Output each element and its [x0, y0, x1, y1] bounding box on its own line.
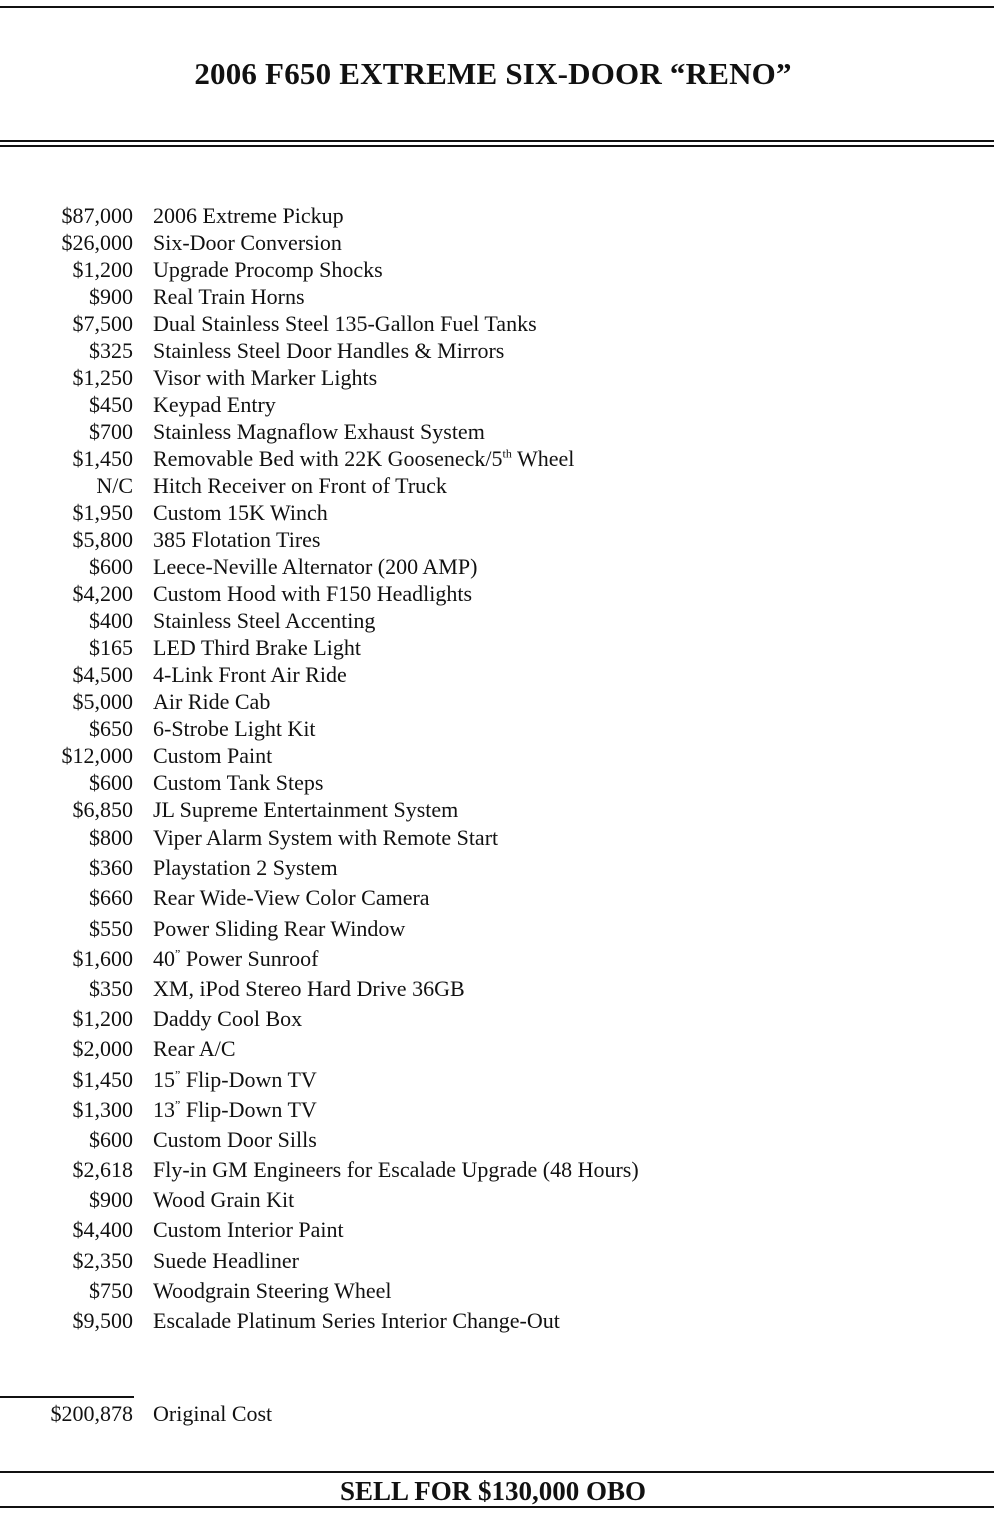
title-underline-upper [0, 140, 994, 142]
list-item [0, 688, 1000, 715]
item-price: $1,200 [72, 1006, 133, 1032]
list-item [0, 1306, 1000, 1336]
item-description [153, 974, 465, 1004]
item-price: $660 [89, 885, 133, 911]
list-item [0, 1065, 1000, 1095]
list-item [0, 742, 1000, 769]
item-description [153, 769, 323, 796]
list-item [0, 202, 1000, 229]
item-price: $2,618 [72, 1157, 133, 1183]
item-description-text: 385 Flotation Tires [153, 527, 321, 552]
item-description [153, 337, 504, 364]
item-price: $600 [89, 554, 133, 579]
item-price: $87,000 [61, 203, 133, 228]
item-description-text: 4-Link Front Air Ride [153, 662, 347, 687]
list-item [0, 472, 1000, 499]
item-description-text: 15 [153, 1066, 175, 1092]
item-price: $4,500 [72, 662, 133, 687]
list-item [0, 418, 1000, 445]
list-item [0, 914, 1000, 944]
item-price: $5,000 [72, 689, 133, 714]
item-price: $1,450 [72, 1066, 133, 1092]
list-item [0, 607, 1000, 634]
list-item [0, 715, 1000, 742]
list-item [0, 526, 1000, 553]
item-description-text: Fly-in GM Engineers for Escalade Upgrade (48 Hours) [153, 1157, 639, 1183]
item-description-text: Daddy Cool Box [153, 1006, 303, 1032]
list-item [0, 823, 1000, 853]
total-label: Original Cost [153, 1401, 273, 1426]
item-description-text: Custom Door Sills [153, 1126, 317, 1152]
top-border-line [0, 6, 994, 8]
item-price: $800 [89, 825, 133, 850]
item-price: $1,200 [72, 257, 133, 282]
item-description [153, 1306, 560, 1336]
item-description [153, 796, 458, 823]
list-item [0, 1095, 1000, 1125]
item-description-superscript: ” [175, 1097, 181, 1112]
item-description [153, 883, 430, 913]
item-description [153, 1065, 317, 1095]
item-description [153, 1125, 317, 1155]
item-description [153, 853, 338, 883]
list-item [0, 853, 1000, 883]
item-price: $12,000 [61, 743, 133, 768]
item-description-superscript: th [502, 446, 512, 461]
item-price: $9,500 [72, 1308, 133, 1333]
item-description-text: Real Train Horns [153, 284, 305, 309]
list-item [0, 553, 1000, 580]
item-description-text: Six-Door Conversion [153, 230, 342, 255]
list-item [0, 364, 1000, 391]
list-item [0, 1185, 1000, 1215]
item-description-text: Suede Headliner [153, 1247, 299, 1273]
list-item [0, 229, 1000, 256]
list-item [0, 256, 1000, 283]
item-description-text: Escalade Platinum Series Interior Change-Out [153, 1308, 560, 1333]
item-description-text: Leece-Neville Alternator (200 AMP) [153, 554, 478, 579]
item-description [153, 715, 316, 742]
item-price: $7,500 [72, 311, 133, 336]
item-price: $2,000 [72, 1036, 133, 1062]
list-item [0, 661, 1000, 688]
item-description-text: Keypad Entry [153, 392, 276, 417]
list-item [0, 1276, 1000, 1306]
item-description-text: Custom Hood with F150 Headlights [153, 581, 473, 606]
list-item [0, 634, 1000, 661]
item-description [153, 391, 276, 418]
item-description [153, 499, 328, 526]
item-description [153, 914, 405, 944]
item-description-text: Custom 15K Winch [153, 500, 328, 525]
item-price: $900 [89, 1187, 133, 1213]
item-price: $1,250 [72, 365, 133, 390]
item-description [153, 1004, 302, 1034]
sale-price-banner: SELL FOR $130,000 OBO [339, 1476, 647, 1506]
item-description [153, 283, 305, 310]
item-price: $1,600 [72, 945, 133, 971]
item-description [153, 688, 270, 715]
item-description-text: Rear Wide-View Color Camera [153, 885, 430, 911]
item-price: $650 [89, 716, 133, 741]
item-price: $4,400 [72, 1217, 133, 1243]
item-price: $450 [89, 392, 133, 417]
item-price: $700 [89, 419, 133, 444]
item-price: $750 [89, 1277, 133, 1303]
item-price: $350 [89, 975, 133, 1001]
item-description [153, 1185, 294, 1215]
item-price: $550 [89, 915, 133, 941]
item-description-text: Power Sliding Rear Window [153, 915, 406, 941]
item-price: $165 [89, 635, 133, 660]
item-description-text: Viper Alarm System with Remote Start [153, 825, 499, 850]
item-description-text: 40 [153, 945, 175, 971]
item-price: $900 [89, 284, 133, 309]
item-description-text: Stainless Magnaflow Exhaust System [153, 419, 485, 444]
item-price: N/C [96, 473, 133, 498]
item-description-text: XM, iPod Stereo Hard Drive 36GB [153, 975, 465, 1001]
list-item [0, 769, 1000, 796]
item-description [153, 661, 347, 688]
item-description-text: JL Supreme Entertainment System [153, 797, 459, 822]
item-description [153, 1155, 639, 1185]
document-title: 2006 F650 EXTREME SIX-DOOR “RENO” [194, 56, 792, 91]
item-description-text: Visor with Marker Lights [153, 365, 378, 390]
item-description-suffix: Flip-Down TV [180, 1066, 317, 1092]
item-price: $325 [89, 338, 133, 363]
item-price: $2,350 [72, 1247, 133, 1273]
item-description [153, 634, 361, 661]
item-description-superscript: ” [175, 1067, 181, 1082]
total-price: $200,878 [50, 1401, 133, 1426]
item-price: $6,850 [72, 797, 133, 822]
item-price: $1,450 [72, 446, 133, 471]
price-list [0, 202, 1000, 1336]
item-price: $26,000 [61, 230, 133, 255]
item-description-text: Air Ride Cab [153, 689, 271, 714]
item-description [153, 472, 447, 499]
list-item [0, 1034, 1000, 1064]
item-description-text: Custom Paint [153, 743, 273, 768]
total-row [0, 1400, 1000, 1427]
list-item [0, 337, 1000, 364]
item-price: $4,200 [72, 581, 133, 606]
list-item [0, 796, 1000, 823]
item-description [153, 580, 472, 607]
list-item [0, 883, 1000, 913]
item-description-text: Dual Stainless Steel 135-Gallon Fuel Tanks [153, 311, 537, 336]
list-item [0, 1246, 1000, 1276]
item-description-text: Woodgrain Steering Wheel [153, 1277, 392, 1303]
item-description-text: LED Third Brake Light [153, 635, 361, 660]
item-description-text: Stainless Steel Door Handles & Mirrors [153, 338, 505, 363]
item-description [153, 526, 320, 553]
item-description-text: Removable Bed with 22K Gooseneck/5 [153, 446, 503, 471]
item-description [153, 553, 477, 580]
item-price: $600 [89, 770, 133, 795]
footer-rule-lower [0, 1506, 994, 1508]
item-price: $1,950 [72, 500, 133, 525]
item-description [153, 364, 377, 391]
item-description [153, 1246, 299, 1276]
list-item [0, 1215, 1000, 1245]
item-description-text: Hitch Receiver on Front of Truck [153, 473, 447, 498]
item-description-text: 13 [153, 1096, 175, 1122]
item-description-superscript: ” [175, 946, 181, 961]
item-description [153, 202, 344, 229]
item-description [153, 1095, 317, 1125]
list-item [0, 974, 1000, 1004]
item-description-suffix: Flip-Down TV [180, 1096, 317, 1122]
list-item [0, 499, 1000, 526]
item-description [153, 944, 318, 974]
item-price: $1,300 [72, 1096, 133, 1122]
item-description-text: Custom Tank Steps [153, 770, 324, 795]
item-description-suffix: Wheel [511, 446, 575, 471]
list-item [0, 1155, 1000, 1185]
list-item [0, 391, 1000, 418]
item-price: $5,800 [72, 527, 133, 552]
item-description [153, 1215, 344, 1245]
item-description-text: Upgrade Procomp Shocks [153, 257, 383, 282]
item-description [153, 445, 574, 472]
list-item [0, 580, 1000, 607]
item-description [153, 418, 485, 445]
item-price: $600 [89, 1126, 133, 1152]
item-description [153, 256, 383, 283]
item-description [153, 607, 375, 634]
list-item [0, 944, 1000, 974]
list-item [0, 445, 1000, 472]
item-description-suffix: Power Sunroof [180, 945, 319, 971]
item-description-text: 6-Strobe Light Kit [153, 716, 316, 741]
item-price: $400 [89, 608, 133, 633]
list-item [0, 1125, 1000, 1155]
title-underline-lower [0, 145, 994, 147]
item-description [153, 1034, 236, 1064]
item-description-text: Stainless Steel Accenting [153, 608, 376, 633]
item-description [153, 310, 537, 337]
item-description-text: Rear A/C [153, 1036, 236, 1062]
item-description-text: Custom Interior Paint [153, 1217, 344, 1243]
list-item [0, 283, 1000, 310]
item-description [153, 1276, 392, 1306]
item-description [153, 742, 272, 769]
item-description-text: Playstation 2 System [153, 855, 338, 881]
item-price: $360 [89, 855, 133, 881]
item-description [153, 229, 342, 256]
item-description-text: 2006 Extreme Pickup [153, 203, 344, 228]
item-description-text: Wood Grain Kit [153, 1187, 295, 1213]
item-description [153, 823, 498, 853]
list-item [0, 1004, 1000, 1034]
footer-rule-upper [0, 1471, 994, 1473]
total-underline [0, 1396, 134, 1398]
list-item [0, 310, 1000, 337]
